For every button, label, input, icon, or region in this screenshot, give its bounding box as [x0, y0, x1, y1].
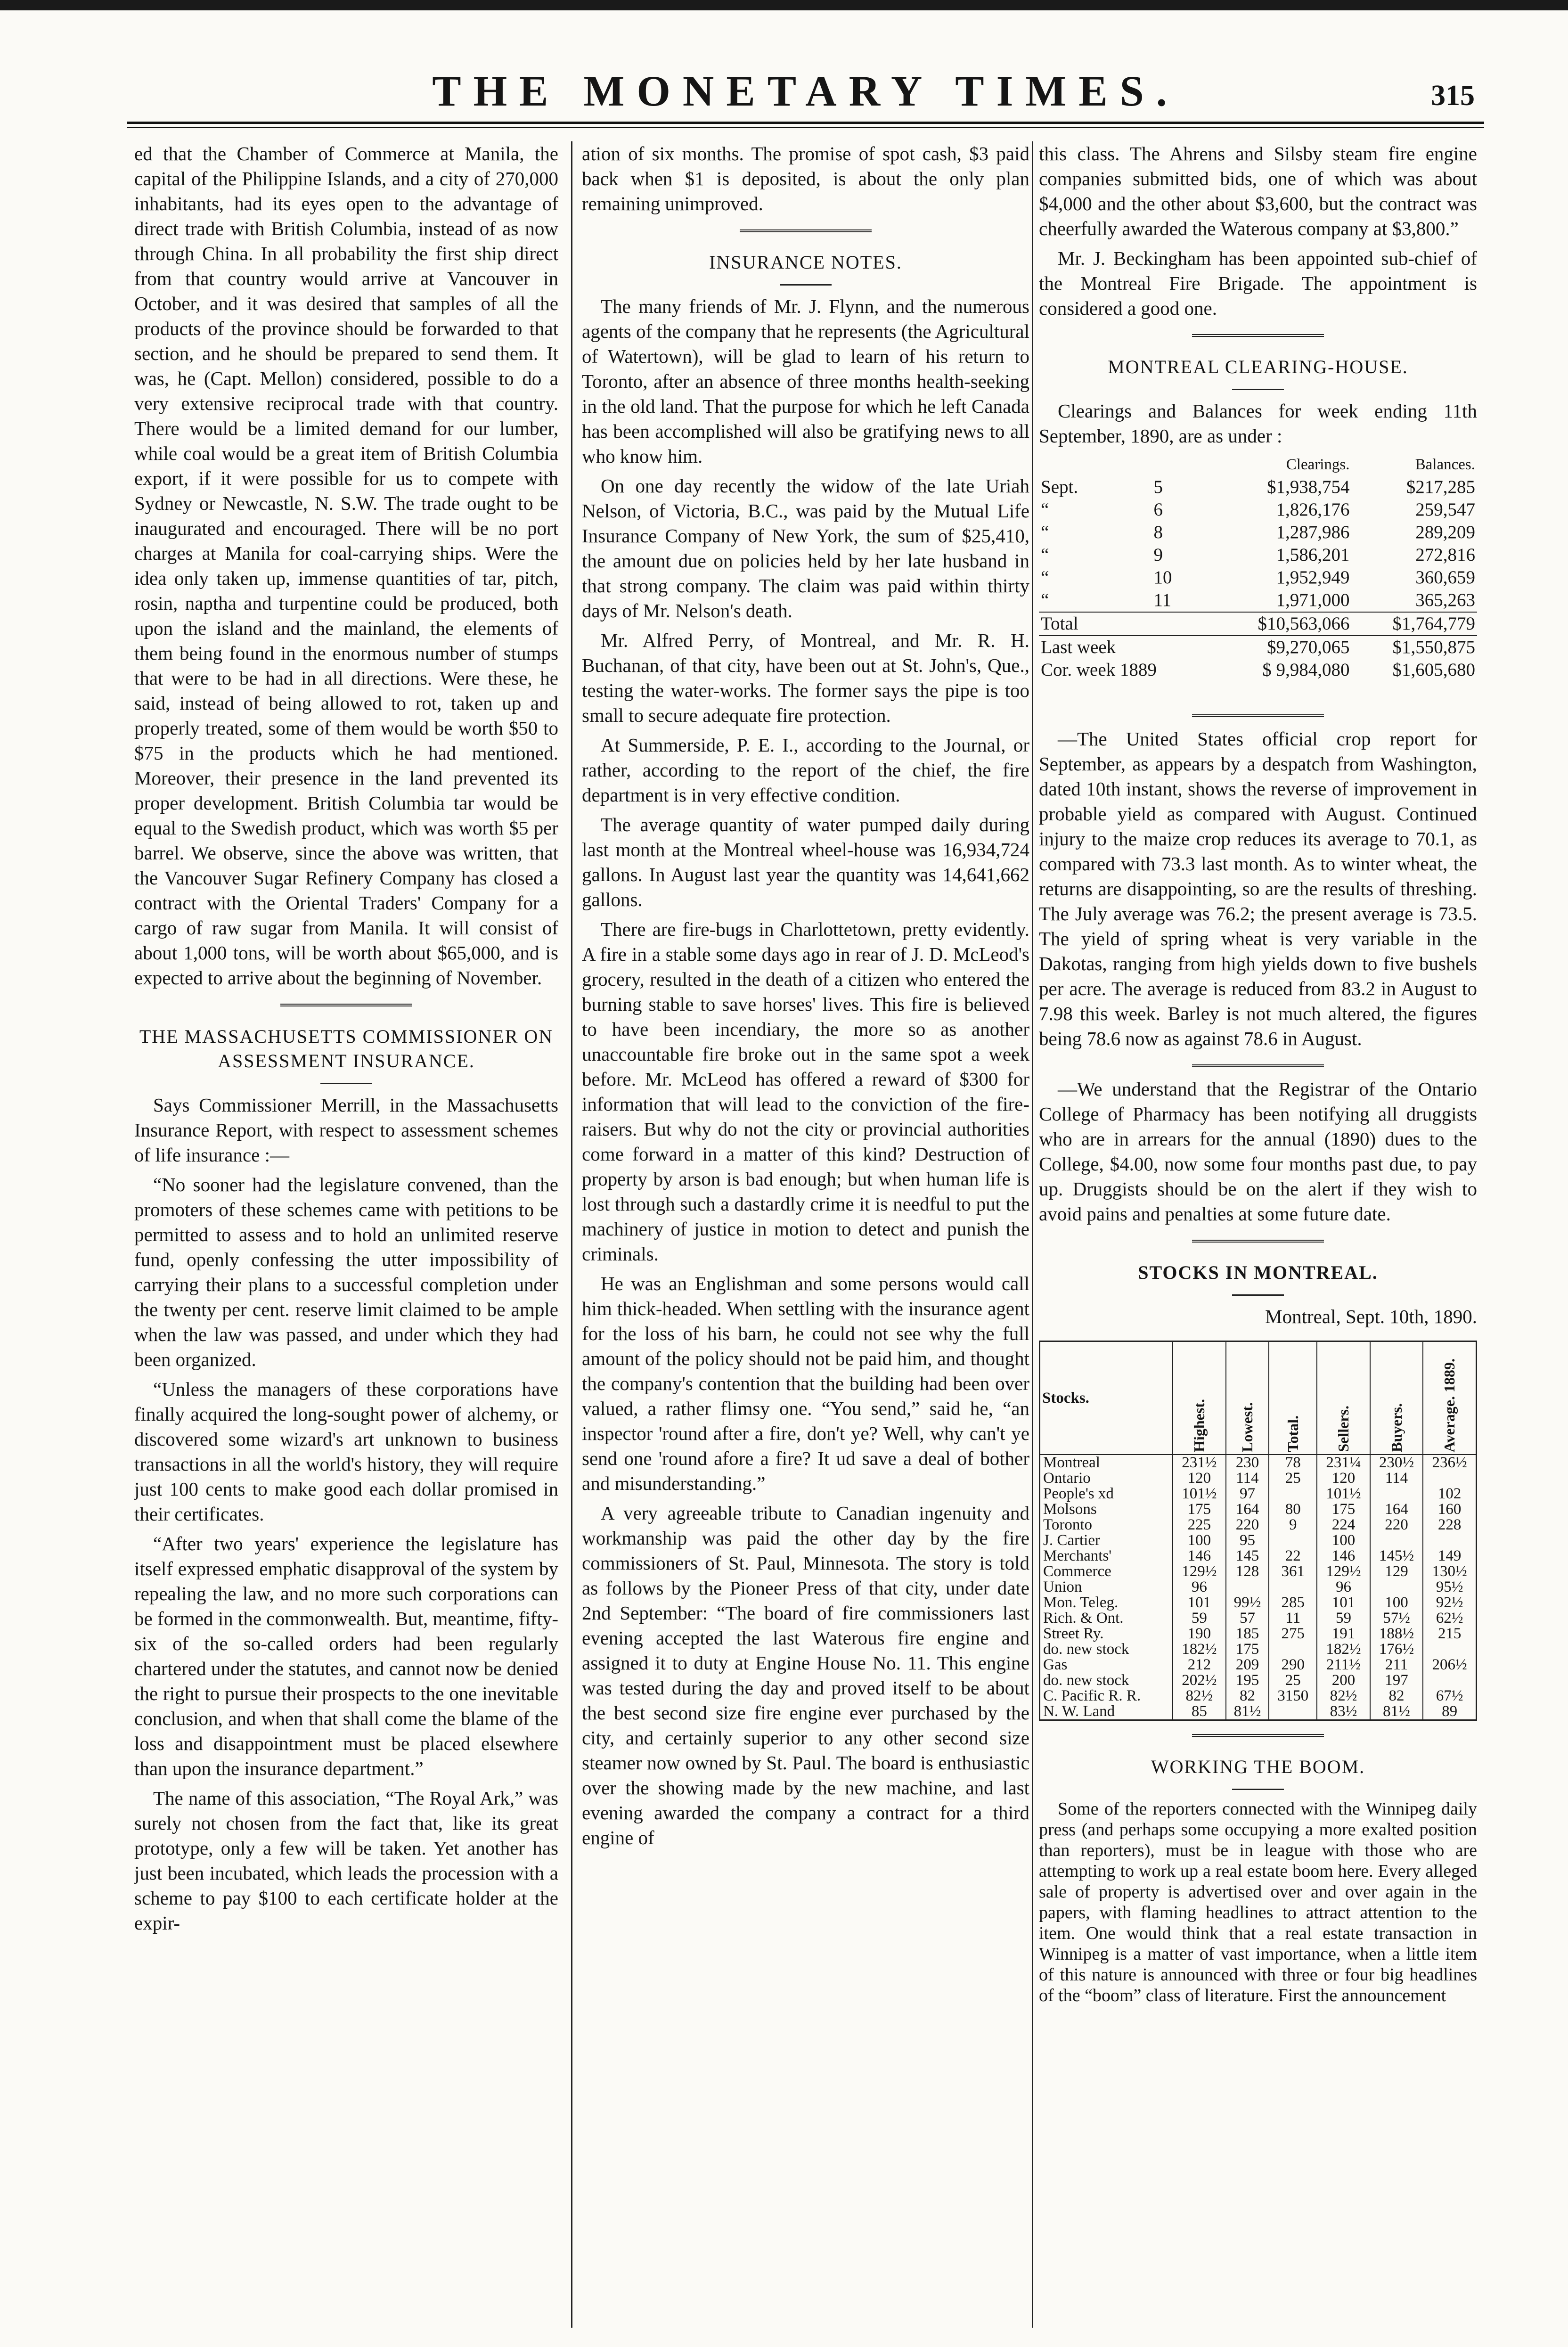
clearings-cell: 1,971,000 — [1276, 590, 1350, 610]
day-cell: 8 — [1153, 522, 1163, 542]
stock-name-cell: Commerce — [1040, 1564, 1173, 1579]
stock-value-cell: 101 — [1173, 1595, 1226, 1611]
clearings-cell: 1,826,176 — [1276, 499, 1350, 520]
column-header — [1370, 1341, 1423, 1455]
article-paragraph: A very agreeable tribute to Canadian ingenuity and workmanship was paid the other day by the fire commissioners of St. Paul, Minnesota. The story is told as follows by the Pioneer Press of that city, under date 2nd September: “The board of fire commissioners last evening accepted the last Waterous fire engine and assigned it to duty at Engine House No. 11. This engine was tested during the day and proved itself to be about the best second size fire engine ever purchased by the city, and certainly superior to any other second size steamer now owned by St. Paul. The board is enthusiastic over the showing made by the new machine, and last evening awarded the company a contract for a third engine of — [582, 1502, 1029, 1848]
last-week-label: Last week — [1041, 637, 1116, 657]
section-heading: THE MASSACHUSETTS COMMISSIONER ON ASSESSMENT INSURANCE. — [139, 1026, 554, 1071]
stock-value-cell: 85 — [1173, 1704, 1226, 1720]
article-paragraph: Mr. J. Beckingham has been appointed sub-chief of the Montreal Fire Brigade. The appointment is considered a good one. — [1039, 247, 1477, 319]
balances-cell: 272,816 — [1415, 545, 1475, 565]
stock-value-cell: 78 — [1269, 1455, 1317, 1471]
stock-value-cell: 215 — [1423, 1626, 1476, 1642]
stock-value-cell: 89 — [1423, 1704, 1476, 1720]
stock-value-cell: 95 — [1226, 1533, 1269, 1548]
scan-top-edge — [0, 0, 1568, 10]
article-paragraph: The many friends of Mr. J. Flynn, and the numerous agents of the company that he represents (the Agricultural of Watertown), will be glad to learn of his return to Toronto, after an absence of three months health-seeking in the old land. That the purpose for which he left Canada has been accomplished will also be gratifying news to all who know him. — [582, 295, 1029, 467]
stock-name-cell: J. Cartier — [1040, 1533, 1173, 1548]
table-row — [1039, 521, 1477, 544]
clearing-house-table — [1039, 453, 1477, 681]
article-paragraph: At Summerside, P. E. I., according to the Journal, or rather, according to the report of the chief, the fire department is in very effective condition. — [582, 734, 1029, 806]
last-week-row — [1039, 636, 1477, 659]
stock-name-cell: C. Pacific R. R. — [1040, 1688, 1173, 1704]
clearing-intro: Clearings and Balances for week ending 11th September, 1890, are as under : — [1039, 400, 1477, 447]
section-divider — [740, 229, 872, 236]
section-divider — [1192, 1240, 1324, 1246]
clearings-cell: 1,287,986 — [1276, 522, 1350, 542]
stock-value-cell: 212 — [1173, 1657, 1226, 1673]
stock-value-cell — [1269, 1642, 1317, 1657]
clearings-cell: 1,586,201 — [1276, 545, 1350, 565]
cor-week-balances: $1,605,680 — [1392, 660, 1475, 680]
stock-value-cell: 100 — [1370, 1595, 1423, 1611]
stock-value-cell: 25 — [1269, 1471, 1317, 1486]
stock-value-cell — [1370, 1533, 1423, 1548]
stock-name-cell: Mon. Teleg. — [1040, 1595, 1173, 1611]
table-row — [1039, 544, 1477, 566]
clearings-cell: $1,938,754 — [1267, 477, 1350, 497]
section-divider — [1192, 1734, 1324, 1741]
article-paragraph: ation of six months. The promise of spot cash, $3 paid back when $1 is deposited, is about the only plan remaining unimproved. — [582, 143, 1029, 214]
cor-week-row — [1039, 659, 1477, 681]
article-paragraph: “Unless the managers of these corporations have finally acquired the long-sought power of alchemy, or discovered some wizard's art unknown to business transactions in all the world's history, they will require just 100 cents to make good each dollar promised in their certificates. — [134, 1378, 558, 1525]
stock-value-cell: 149 — [1423, 1548, 1476, 1564]
stock-value-cell: 25 — [1269, 1673, 1317, 1688]
table-header-row — [1040, 1341, 1477, 1455]
stock-value-cell: 175 — [1173, 1502, 1226, 1517]
day-cell: 11 — [1153, 590, 1171, 610]
article-paragraph: He was an Englishman and some persons would call him thick-headed. When settling with the insurance agent for the loss of his barn, he could not see why the full amount of the policy should not be paid him, and thought the company's contention that the building had been over valued, a rather flimsy one. “You send,” said he, “an inspector 'round after a fire, don't ye? Well, why can't ye send one 'round afore a fire? It ud save a deal of bother and misunderstanding.” — [582, 1273, 1029, 1494]
stock-value-cell: 114 — [1370, 1471, 1423, 1486]
stock-value-cell: 211½ — [1317, 1657, 1370, 1673]
heading-rule — [780, 284, 832, 286]
stock-value-cell: 57½ — [1370, 1611, 1423, 1626]
balances-cell: 360,659 — [1415, 567, 1475, 588]
stock-value-cell: 209 — [1226, 1657, 1269, 1673]
table-row — [1040, 1533, 1477, 1548]
section-heading: INSURANCE NOTES. — [709, 252, 902, 273]
stock-value-cell: 120 — [1173, 1471, 1226, 1486]
heading-rule — [320, 1083, 372, 1084]
column-header: Clearings. — [1286, 456, 1350, 473]
month-cell: Sept. — [1041, 477, 1078, 497]
column-header-label: Total. — [1284, 1415, 1301, 1452]
table-header-row — [1039, 453, 1477, 476]
article-paragraph: Some of the reporters connected with the Winnipeg daily press (and perhaps some occupying a more exalted position than reporters), must be in league with those who are attempting to work up a real estate boom here. Every alleged sale of property is advertised over and over again in the papers, with flaming headlines to attract attention to the item. One would think that a real estate transaction in Winnipeg is a matter of vast importance, when a little item of this nature is announced with three or four big headlines of the “boom” class of literature. First the announcement — [1039, 1799, 1477, 2005]
article-paragraph: On one day recently the widow of the late Uriah Nelson, of Victoria, B.C., was paid by the Mutual Life Insurance Company of New York, the sum of $25,410, the amount due on policies held by her late husband in that strong company. The claim was paid within thirty days of Mr. Nelson's death. — [582, 475, 1029, 622]
last-week-clearings: $9,270,065 — [1267, 637, 1350, 657]
stock-value-cell: 59 — [1173, 1611, 1226, 1626]
total-balances: $1,764,779 — [1392, 613, 1475, 634]
table-row — [1040, 1626, 1477, 1642]
table-row — [1040, 1595, 1477, 1611]
section-heading: MONTREAL CLEARING-HOUSE. — [1108, 356, 1408, 377]
day-cell: 5 — [1153, 477, 1163, 497]
column-3 — [1039, 141, 1477, 2328]
heading-rule — [1232, 1294, 1284, 1296]
stock-value-cell — [1269, 1533, 1317, 1548]
stock-value-cell: 80 — [1269, 1502, 1317, 1517]
stock-value-cell — [1269, 1486, 1317, 1502]
clearing-rows — [1039, 476, 1477, 612]
article-paragraph: ed that the Chamber of Commerce at Manila, the capital of the Philippine Islands, and a city of 270,000 inhabitants, had its eyes open to the advantage of direct trade with British Columbia, instead of as now through China. In all probability the first ship direct from that country would arrive at Vancouver in October, and it was desired that samples of all the products of the province should be forwarded to that section, and he should be prepared to send them. It was, he (Capt. Mellon) considered, possible to do a very extensive reciprocal trade with that country. There would be a limited demand for our lumber, while coal would be a great item of British Columbia export, if it were possible for us to compete with Sydney or Newcastle, N. S.W. The trade ought to be inaugurated and encouraged. There will be no port charges at Manila for coal-carrying ships. Were the idea only taken up, immense quantities of tar, pitch, rosin, naptha and turpentine could be produced, both upon the island and the mainland, the elements of them being found in the enormous number of stumps that were to be had in all directions. Were these, he said, instead of being allowed to rot, taken up and properly treated, some of them would be worth $50 to $75 in the products which he had mentioned. Moreover, their presence in the land prevented its proper development. British Columbia tar would be equal to the Swedish product, which was worth $5 per barrel. We observe, since the above was written, that the Vancouver Sugar Refinery Company has closed a contract with the Oriental Traders' Company for a cargo of raw sugar from Manila. It will consist of about 1,000 tons, will be worth about $65,000, and is expected to arrive about the beginning of November. — [134, 143, 558, 989]
stock-value-cell: 285 — [1269, 1595, 1317, 1611]
table-row — [1039, 566, 1477, 589]
table-row — [1040, 1688, 1477, 1704]
column-header — [1423, 1341, 1476, 1455]
stock-value-cell: 129½ — [1317, 1564, 1370, 1579]
stock-value-cell: 100 — [1317, 1533, 1370, 1548]
article-paragraph: Says Commissioner Merrill, in the Massachusetts Insurance Report, with respect to assessment schemes of life insurance :— — [134, 1094, 558, 1166]
stock-name-cell: Rich. & Ont. — [1040, 1611, 1173, 1626]
table-row — [1039, 476, 1477, 499]
table-row — [1040, 1455, 1477, 1471]
stock-value-cell: 190 — [1173, 1626, 1226, 1642]
stock-value-cell: 275 — [1269, 1626, 1317, 1642]
stock-value-cell: 182½ — [1173, 1642, 1226, 1657]
month-cell: “ — [1041, 567, 1049, 588]
stock-value-cell — [1269, 1579, 1317, 1595]
stock-value-cell: 228 — [1423, 1517, 1476, 1533]
column-header: Balances. — [1415, 456, 1475, 473]
header-rule-thick — [127, 122, 1484, 124]
stock-value-cell: 175 — [1226, 1642, 1269, 1657]
stock-value-cell: 197 — [1370, 1673, 1423, 1688]
stock-value-cell: 81½ — [1226, 1704, 1269, 1720]
stock-value-cell: 97 — [1226, 1486, 1269, 1502]
article-paragraph: “After two years' experience the legislature has itself expressed emphatic disapproval of the system by repealing the law, and no more such corporations can be formed in the commonwealth. But, meantime, fifty-six of the so-called orders had been regularly chartered under the statutes, and cannot now be denied the right to pursue their prospects to the one inevitable conclusion, and when that shall come the blame of the loss and disappointment must be placed elsewhere than upon the insurance department.” — [134, 1533, 558, 1779]
table-row — [1039, 589, 1477, 612]
table-row — [1040, 1502, 1477, 1517]
stock-value-cell: 145 — [1226, 1548, 1269, 1564]
table-row — [1040, 1642, 1477, 1657]
stock-value-cell: 236½ — [1423, 1455, 1476, 1471]
stock-name-cell: N. W. Land — [1040, 1704, 1173, 1720]
section-divider — [1192, 1064, 1324, 1071]
stock-value-cell: 146 — [1317, 1548, 1370, 1564]
stock-value-cell: 92½ — [1423, 1595, 1476, 1611]
stock-rows — [1040, 1455, 1477, 1720]
column-header-label: Sellers. — [1334, 1406, 1352, 1452]
column-header — [1173, 1341, 1226, 1455]
balances-cell: 259,547 — [1415, 499, 1475, 520]
article-paragraph: The average quantity of water pumped daily during last month at the Montreal wheel-house was 16,934,724 gallons. In August last year the quantity was 14,641,662 gallons. — [582, 814, 1029, 910]
balances-cell: $217,285 — [1406, 477, 1475, 497]
total-label: Total — [1041, 613, 1078, 634]
column-header — [1269, 1341, 1317, 1455]
day-cell: 6 — [1153, 499, 1163, 520]
stock-value-cell: 129½ — [1173, 1564, 1226, 1579]
section-divider — [1192, 714, 1324, 721]
stock-value-cell: 220 — [1226, 1517, 1269, 1533]
stock-name-cell: Ontario — [1040, 1471, 1173, 1486]
stock-value-cell: 129 — [1370, 1564, 1423, 1579]
cor-week-clearings: $ 9,984,080 — [1262, 660, 1350, 680]
stock-value-cell: 231¼ — [1317, 1455, 1370, 1471]
table-row — [1040, 1564, 1477, 1579]
column-header: Stocks. — [1040, 1341, 1173, 1455]
stock-name-cell: Merchants' — [1040, 1548, 1173, 1564]
stock-value-cell — [1269, 1704, 1317, 1720]
month-cell: “ — [1041, 545, 1049, 565]
stock-value-cell: 59 — [1317, 1611, 1370, 1626]
stock-value-cell: 230½ — [1370, 1455, 1423, 1471]
section-divider — [280, 1004, 412, 1010]
stock-value-cell: 99½ — [1226, 1595, 1269, 1611]
stock-value-cell: 146 — [1173, 1548, 1226, 1564]
stock-value-cell — [1423, 1533, 1476, 1548]
column-header — [1226, 1341, 1269, 1455]
heading-rule — [1232, 389, 1284, 390]
section-heading: STOCKS IN MONTREAL. — [1138, 1262, 1378, 1283]
stock-value-cell — [1423, 1673, 1476, 1688]
column-divider — [1032, 141, 1033, 2328]
table-row — [1039, 499, 1477, 521]
total-clearings: $10,563,066 — [1258, 613, 1350, 634]
month-cell: “ — [1041, 590, 1049, 610]
month-cell: “ — [1041, 499, 1049, 520]
stock-value-cell: 96 — [1173, 1579, 1226, 1595]
stock-value-cell: 182½ — [1317, 1642, 1370, 1657]
section-heading: WORKING THE BOOM. — [1151, 1756, 1365, 1777]
clearings-cell: 1,952,949 — [1276, 567, 1350, 588]
balances-cell: 365,263 — [1415, 590, 1475, 610]
stock-value-cell: 3150 — [1269, 1688, 1317, 1704]
page-header — [127, 57, 1484, 127]
stock-value-cell: 231½ — [1173, 1455, 1226, 1471]
article-paragraph: There are fire-bugs in Charlottetown, pretty evidently. A fire in a stable some days ago in rear of J. D. McLeod's grocery, resulted in the death of a citizen who entered the burning stable to save horses' lives. This fire is believed to have been incendiary, the more so as another unaccountable fire broke out in the same spot a week before. Mr. McLeod has offered a reward of $300 for information that will lead to the conviction of the fire-raisers. But why do not the city or provincial authorities come forward in a matter of this kind? Destruction of property by arson is bad enough; but when human life is lost through such a dastardly crime it is needful to put the machinery of justice in motion to detect and punish the criminals. — [582, 918, 1029, 1265]
stock-value-cell: 224 — [1317, 1517, 1370, 1533]
stock-value-cell: 206½ — [1423, 1657, 1476, 1673]
day-cell: 9 — [1153, 545, 1163, 565]
stock-name-cell: Gas — [1040, 1657, 1173, 1673]
stock-value-cell: 11 — [1269, 1611, 1317, 1626]
article-paragraph: —The United States official crop report for September, as appears by a despatch from Washington, dated 10th instant, shows the reverse of improvement in probable yield as compared with August. Continued injury to the maize crop reduces its average to 70.1, as compared with 73.3 last month. As to winter wheat, the returns are disappointing, so are the results of threshing. The July average was 76.2; the present average is 73.5. The yield of spring wheat is very variable in the Dakotas, ranging from high yields down to five bushels per acre. The average is reduced from 83.2 in August to 7.98 this week. Barley is not much altered, the figures being 78.6 now as against 78.6 in August. — [1039, 728, 1477, 1049]
month-cell: “ — [1041, 522, 1049, 542]
article-paragraph: this class. The Ahrens and Silsby steam fire engine companies submitted bids, one of which was about $4,000 and the other about $3,600, but the contract was cheerfully awarded the Waterous company at $3,800.” — [1039, 143, 1477, 239]
stock-value-cell: 175 — [1317, 1502, 1370, 1517]
stock-value-cell: 83½ — [1317, 1704, 1370, 1720]
stock-value-cell: 100 — [1173, 1533, 1226, 1548]
table-row — [1040, 1517, 1477, 1533]
day-cell: 10 — [1153, 567, 1172, 588]
stock-value-cell: 102 — [1423, 1486, 1476, 1502]
stock-value-cell: 81½ — [1370, 1704, 1423, 1720]
stock-value-cell — [1423, 1642, 1476, 1657]
page-number: 315 — [1431, 80, 1475, 112]
stock-value-cell: 200 — [1317, 1673, 1370, 1688]
stock-value-cell: 188½ — [1370, 1626, 1423, 1642]
column-header-label: Highest. — [1190, 1399, 1208, 1452]
stock-value-cell: 211 — [1370, 1657, 1423, 1673]
column-divider — [571, 141, 572, 2328]
table-row — [1040, 1471, 1477, 1486]
table-row — [1040, 1673, 1477, 1688]
stock-value-cell — [1226, 1579, 1269, 1595]
column-2 — [582, 141, 1029, 2328]
masthead-title: THE MONETARY TIMES. — [432, 67, 1179, 115]
stock-value-cell: 195 — [1226, 1673, 1269, 1688]
balances-cell: 289,209 — [1415, 522, 1475, 542]
stock-value-cell: 62½ — [1423, 1611, 1476, 1626]
article-paragraph: Mr. Alfred Perry, of Montreal, and Mr. R. H. Buchanan, of that city, have been out at St. John's, Que., testing the water-works. The former says the pipe is too small to secure adequate fire protection. — [582, 630, 1029, 726]
stock-value-cell: 185 — [1226, 1626, 1269, 1642]
total-row — [1039, 612, 1477, 636]
stock-value-cell: 96 — [1317, 1579, 1370, 1595]
stock-value-cell: 57 — [1226, 1611, 1269, 1626]
stock-value-cell — [1423, 1471, 1476, 1486]
stock-value-cell: 22 — [1269, 1548, 1317, 1564]
stock-name-cell: do. new stock — [1040, 1642, 1173, 1657]
stock-value-cell: 101½ — [1173, 1486, 1226, 1502]
table-row — [1040, 1704, 1477, 1720]
stock-value-cell: 164 — [1226, 1502, 1269, 1517]
heading-rule — [1232, 1789, 1284, 1790]
stock-value-cell: 128 — [1226, 1564, 1269, 1579]
column-header — [1317, 1341, 1370, 1455]
stock-value-cell: 164 — [1370, 1502, 1423, 1517]
stock-name-cell: Street Ry. — [1040, 1626, 1173, 1642]
stock-name-cell: Toronto — [1040, 1517, 1173, 1533]
stocks-date: Montreal, Sept. 10th, 1890. — [1265, 1306, 1477, 1327]
stock-value-cell: 82 — [1226, 1688, 1269, 1704]
column-1 — [134, 141, 558, 2328]
stock-value-cell: 82½ — [1317, 1688, 1370, 1704]
stock-value-cell: 176½ — [1370, 1642, 1423, 1657]
stock-value-cell: 114 — [1226, 1471, 1269, 1486]
stock-name-cell: Molsons — [1040, 1502, 1173, 1517]
stock-value-cell: 82 — [1370, 1688, 1423, 1704]
article-paragraph: —We understand that the Registrar of the Ontario College of Pharmacy has been notifying all druggists who are in arrears for the annual (1890) dues to the College, $4.00, now some four months past due, to pay up. Druggists should be on the alert if they wish to avoid pains and penalties at some future date. — [1039, 1078, 1477, 1225]
stock-value-cell: 120 — [1317, 1471, 1370, 1486]
stock-name-cell: Union — [1040, 1579, 1173, 1595]
stock-value-cell: 67½ — [1423, 1688, 1476, 1704]
stock-value-cell — [1370, 1579, 1423, 1595]
table-row — [1040, 1611, 1477, 1626]
stock-value-cell: 9 — [1269, 1517, 1317, 1533]
stock-name-cell: do. new stock — [1040, 1673, 1173, 1688]
stock-name-cell: Montreal — [1040, 1455, 1173, 1471]
stock-value-cell: 82½ — [1173, 1688, 1226, 1704]
stock-value-cell: 230 — [1226, 1455, 1269, 1471]
stock-value-cell: 361 — [1269, 1564, 1317, 1579]
stock-name-cell: People's xd — [1040, 1486, 1173, 1502]
stocks-table — [1039, 1341, 1477, 1721]
column-header-label: Average. 1889. — [1441, 1358, 1458, 1452]
stock-value-cell: 101 — [1317, 1595, 1370, 1611]
table-row — [1040, 1548, 1477, 1564]
table-row — [1040, 1657, 1477, 1673]
last-week-balances: $1,550,875 — [1392, 637, 1475, 657]
stock-value-cell: 160 — [1423, 1502, 1476, 1517]
section-divider — [1192, 334, 1324, 341]
stock-value-cell: 220 — [1370, 1517, 1423, 1533]
stock-value-cell: 290 — [1269, 1657, 1317, 1673]
stock-value-cell: 202½ — [1173, 1673, 1226, 1688]
cor-week-label: Cor. week 1889 — [1041, 660, 1157, 680]
article-paragraph: The name of this association, “The Royal Ark,” was surely not chosen from the fact that, like its great prototype, only a few will be taken. Yet another has just been incubated, which leads the procession with a scheme to pay $100 to each certificate holder at the expir- — [134, 1787, 558, 1934]
stock-value-cell: 145½ — [1370, 1548, 1423, 1564]
table-row — [1040, 1579, 1477, 1595]
stock-value-cell: 130½ — [1423, 1564, 1476, 1579]
stock-value-cell: 225 — [1173, 1517, 1226, 1533]
stock-value-cell — [1370, 1486, 1423, 1502]
column-header-label: Buyers. — [1388, 1403, 1405, 1452]
stock-value-cell: 191 — [1317, 1626, 1370, 1642]
article-paragraph: “No sooner had the legislature convened, than the promoters of these schemes came with petitions to be permitted to assess and to hold an unlimited reserve fund, openly confessing the utter impossibility of carrying their plans to a successful completion under the twenty per cent. reserve limit claimed to be ample when the law was passed, and under which they had been organized. — [134, 1174, 558, 1370]
stock-value-cell: 101½ — [1317, 1486, 1370, 1502]
stock-value-cell: 95½ — [1423, 1579, 1476, 1595]
table-row — [1040, 1486, 1477, 1502]
column-header-label: Lowest. — [1238, 1402, 1256, 1452]
header-rule-thin — [127, 127, 1484, 128]
